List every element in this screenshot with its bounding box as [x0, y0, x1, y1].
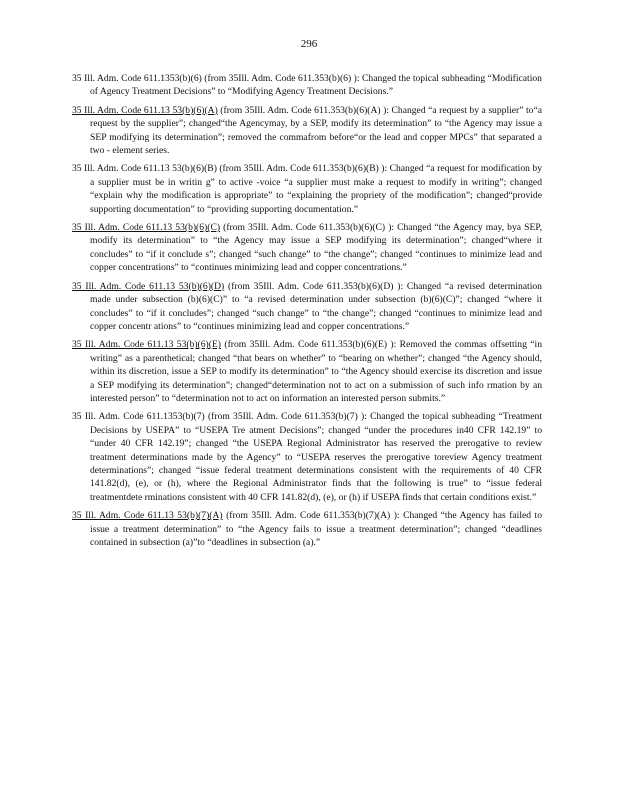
entry-text: (from 35Ill. Adm. Code 611.353(b)(7)(A) ): Changed “the Agency has failed to issue a treatment determination” to “the Agency fails to issue a treatment determination”; changed “deadlines contained in subsection (a)”to “deadlines in subsection (a).”: [90, 510, 542, 548]
entry-paragraph: [72, 338, 542, 405]
entry-text: (from 35Ill. Adm. Code 611.353(b)(6)(D) ): Changed “a revised determination made under subsection (b)(6)(C)” to “a revised determination under subsection (b)(6)(C)”; changed “where it concludes” to “if it concludes”; changed “such change” to “the change”; changed “continues to minimize lead and copper concentr ations” to “continues minimizing lead and copper concentrations.”: [90, 280, 542, 332]
entry-paragraph: [72, 72, 542, 99]
entry-citation: 35 Ill. Adm. Code 611.1353(b)(7): [72, 411, 205, 423]
entry-citation: 35 Ill. Adm. Code 611.13 53(b)(6)(B): [72, 163, 217, 175]
entry-citation: 35 Ill. Adm. Code 611.13 53(b)(6)(E): [72, 339, 221, 351]
entry-list: [72, 72, 542, 554]
entry-paragraph: [72, 410, 542, 504]
entry-citation: 35 Ill. Adm. Code 611.13 53(b)(6)(A): [72, 104, 218, 116]
entry-citation: 35 Ill. Adm. Code 611.13 53(b)(7)(A): [72, 510, 223, 522]
entry-text: (from 35Ill. Adm. Code 611.353(b)(6) ): Changed the topical subheading “Modification of Agency Treatment Decisions” to “Modifying Agency Treatment Decisions.”: [90, 73, 542, 98]
entry-text: (from 35Ill. Adm. Code 611.353(b)(6)(B) ): Changed “a request for modification by a supplier must be in writin g” to active -voice “a supplier must make a request to modify in writing”; changed “explain why the modification is appropriate” to “explaining the propriety of the modification”; changed“provide supporting documentation” to “providing supporting documentation.”: [90, 163, 542, 215]
entry-text: (from 35Ill. Adm. Code 611.353(b)(6)(A) ): Changed “a request by a supplier” to“a request by the supplier”; changed“the Agencymay, by a SEP, modify its determination” to “the Agency may issue a SEP modifying its determination”; removed the commafrom before“or the lead and copper MPCs” that separated a two - element series.: [90, 104, 542, 157]
entry-text: (from 35Ill. Adm. Code 611.353(b)(6)(E) ): Removed the commas offsetting “in writing” as a parenthetical; changed “that bears on whether” to “bearing on whether”; changed “the Agency should, within its discretion, issue a SEP to modify its determination” to “the Agency should exercise its discretion and issue a SEP modifying its determination”; changed“determination not to act on a submission of such info rmation by an interested person” to “determination not to act on information an interested person submits.”: [90, 339, 542, 404]
entry-citation: 35 Ill. Adm. Code 611.1353(b)(6): [72, 73, 202, 84]
entry-paragraph: [72, 104, 542, 158]
entry-citation: 35 Ill. Adm. Code 611.13 53(b)(6)(D): [72, 280, 225, 292]
entry-paragraph: [72, 162, 542, 216]
entry-paragraph: [72, 280, 542, 334]
entry-paragraph: [72, 221, 542, 275]
page-number: 296: [300, 38, 318, 50]
entry-text: (from 35Ill. Adm. Code 611.353(b)(7) ): Changed the topical subheading “Treatment Decisions by USEPA” to “USEPA Tre atment Decisions”; changed “under the procedures in40 CFR 142.19” to “under 40 CFR 142.19”; changed “the USEPA Regional Administrator has reserved the prerogative to review treatment determinations made by the Agency” to “USEPA reserves the prerogative toreview Agency treatment determinations”; changed “issue federal treatment determinations consistent with the requirements of 40 CFR 141.82(d), (e), or (h), where the Regional Administrator finds that the following is true” to “issue federal treatmentdete rminations consistent with 40 CFR 141.82(d), (e), or (h) if USEPA finds that certain conditions exist.”: [90, 411, 542, 503]
entry-paragraph: [72, 509, 542, 549]
entry-text: (from 35Ill. Adm. Code 611.353(b)(6)(C) ): Changed “the Agency may, bya SEP, modify its determination” to “the Agency may issue a SEP modifying its determination”; changed“where it concludes” to “if it conclude s”; changed “such change” to “the change”; changed “continues to minimize lead and copper concentrations” to “continues minimizing lead and copper concentrations.”: [90, 222, 542, 274]
entry-citation: 35 Ill. Adm. Code 611.13 53(b)(6)(C): [72, 222, 221, 234]
